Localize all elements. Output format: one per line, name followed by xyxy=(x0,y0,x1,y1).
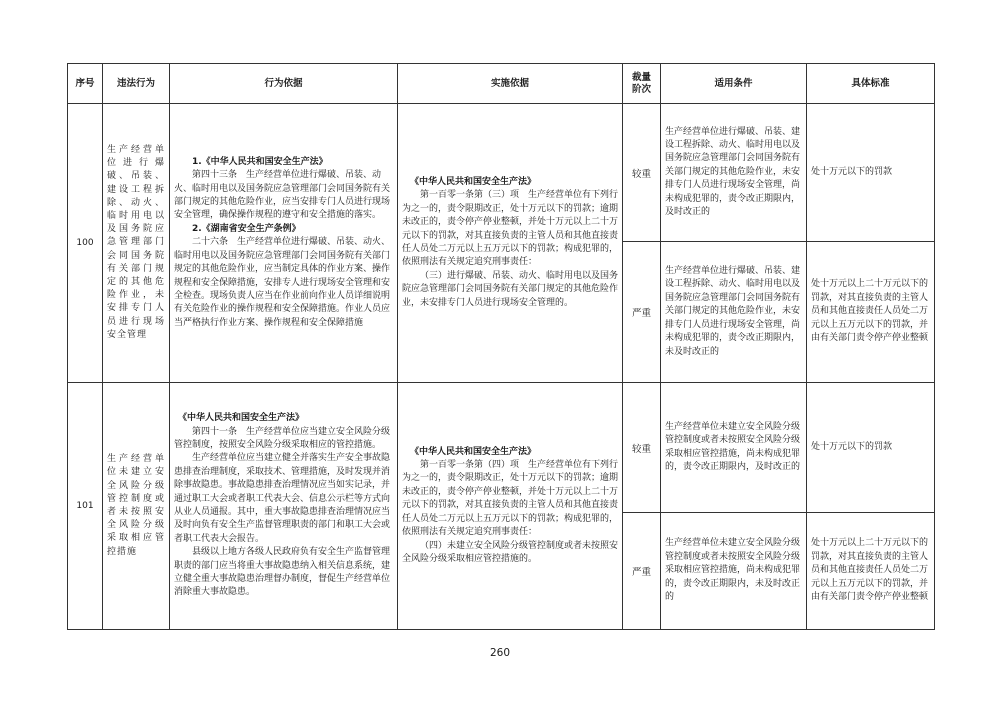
basis-paragraph: 第四十三条 生产经营单位进行爆破、吊装、动火、临时用电以及国务院应急管理部门会同国务院有关部门规定的其他危险作业，应当安排专门人员进行现场安全管理，确保操作规程的遵守和安全措施的落实。 xyxy=(174,170,391,221)
header-basis: 行为依据 xyxy=(170,64,398,104)
impl-paragraph: （三）进行爆破、吊装、动火、临时用电以及国务院应急管理部门会同国务院有关部门规定的其他危险作业，未安排专门人员进行现场安全管理的。 xyxy=(402,270,619,308)
basis-paragraph: 生产经营单位应当建立健全并落实生产安全事故隐患排查治理制度，采取技术、管理措施，及时发现并消除事故隐患。事故隐患排查治理情况应当如实记录，并通过职工大会或者职工代表大会、信息公示栏等方式向从业人员通报。其中，重大事故隐患排查治理情况应当及时向负有安全生产监督管理职责的部门和职工大会或者职工代表大会报告。 xyxy=(174,453,391,544)
implementation-basis xyxy=(398,383,623,630)
impl-law-title: 《中华人民共和国安全生产法》 xyxy=(410,446,537,457)
basis-paragraph: 二十六条 生产经营单位进行爆破、吊装、动火、临时用电以及国务院应急管理部门会同国务院有关部门规定的其他危险作业，应当制定具体的作业方案、操作规程和安全保障措施，安排专人进行现场安全管理和安全检查。现场负责人应当在作业前向作业人员详细说明有关危险作业的操作规程和安全保障措施。作业人员应当严格执行作业方案、操作规程和安全保障措施 xyxy=(174,237,391,328)
level-label: 较重 xyxy=(623,104,661,242)
header-cond: 适用条件 xyxy=(661,64,807,104)
violation-act: 生产经营单位未建立安全风险分级管控制度或者未按照安全风险分级采取相应管控措施 xyxy=(103,383,170,630)
penalty-standard: 处十万元以下的罚款 xyxy=(807,383,935,513)
implementation-basis xyxy=(398,104,623,383)
header-no: 序号 xyxy=(68,64,103,104)
level-label: 严重 xyxy=(623,513,661,630)
basis-law-title: 1.《中华人民共和国安全生产法》 xyxy=(192,156,328,167)
basis-law-title: 《中华人民共和国安全生产法》 xyxy=(178,413,305,424)
legal-basis xyxy=(170,104,398,383)
applicable-condition: 生产经营单位未建立安全风险分级管控制度或者未按照安全风险分级采取相应管控措施，尚未构成犯罪的，责令改正期限内，未及时改正的 xyxy=(661,513,807,630)
table-row xyxy=(68,383,935,513)
header-act: 违法行为 xyxy=(103,64,170,104)
page-number: 260 xyxy=(489,647,511,659)
row-number: 100 xyxy=(68,104,103,383)
penalty-standard: 处十万元以下的罚款 xyxy=(807,104,935,242)
basis-paragraph: 县级以上地方各级人民政府负有安全生产监督管理职责的部门应当将重大事故隐患纳入相关信息系统，建立健全重大事故隐患治理督办制度，督促生产经营单位消除重大事故隐患。 xyxy=(174,547,391,598)
level-label: 严重 xyxy=(623,242,661,383)
impl-paragraph: （四）未建立安全风险分级管控制度或者未按照安全风险分级采取相应管控措施的。 xyxy=(402,540,619,564)
header-level xyxy=(623,64,661,104)
applicable-condition: 生产经营单位进行爆破、吊装、建设工程拆除、动火、临时用电以及国务院应急管理部门会同国务院有关部门规定的其他危险作业，未安排专门人员进行现场安全管理，尚未构成犯罪的，责令改正期限内，未及时改正的 xyxy=(661,242,807,383)
level-label: 较重 xyxy=(623,383,661,513)
impl-paragraph: 第一百零一条第（三）项 生产经营单位有下列行为之一的，责令限期改正，处十万元以下的罚款；逾期未改正的，责令停产停业整顿，并处十万元以上二十万元以下的罚款，对其直接负责的主管人员和其他直接责任人员处二万元以上五万元以下的罚款；构成犯罪的，依照刑法有关规定追究刑事责任： xyxy=(402,190,619,268)
applicable-condition: 生产经营单位进行爆破、吊装、建设工程拆除、动火、临时用电以及国务院应急管理部门会同国务院有关部门规定的其他危险作业，未安排专门人员进行现场安全管理，尚未构成犯罪的，责令改正期限内，及时改正的 xyxy=(661,104,807,242)
table-row xyxy=(68,104,935,242)
violation-act: 生产经营单位进行爆破、吊装、建设工程拆除、动火、临时用电以及国务院应急管理部门会同国务院有关部门规定的其他危险作业，未安排专门人员进行现场安全管理 xyxy=(103,104,170,383)
table-header-row xyxy=(68,64,935,104)
applicable-condition: 生产经营单位未建立安全风险分级管控制度或者未按照安全风险分级采取相应管控措施，尚未构成犯罪的，责令改正期限内，及时改正的 xyxy=(661,383,807,513)
basis-paragraph: 第四十一条 生产经营单位应当建立安全风险分级管控制度，按照安全风险分级采取相应的管控措施。 xyxy=(174,426,391,450)
legal-basis xyxy=(170,383,398,630)
row-number: 101 xyxy=(68,383,103,630)
penalty-standard: 处十万元以上二十万元以下的罚款，对其直接负责的主管人员和其他直接责任人员处二万元以上五万元以下的罚款，并由有关部门责令停产停业整顿 xyxy=(807,513,935,630)
impl-paragraph: 第一百零一条第（四）项 生产经营单位有下列行为之一的，责令限期改正，处十万元以下的罚款；逾期未改正的，责令停产停业整顿，并处十万元以上二十万元以下的罚款，对其直接负责的主管人员和其他直接责任人员处二万元以上五万元以下的罚款；构成犯罪的，依照刑法有关规定追究刑事责任： xyxy=(402,460,619,538)
header-level-text: 裁量阶次 xyxy=(632,71,652,95)
header-std: 具体标准 xyxy=(807,64,935,104)
basis-law-title: 2.《湖南省安全生产条例》 xyxy=(192,223,301,234)
header-impl: 实施依据 xyxy=(398,64,623,104)
penalty-table-sheet xyxy=(67,63,934,630)
impl-law-title: 《中华人民共和国安全生产法》 xyxy=(410,176,537,187)
penalty-table xyxy=(67,63,935,630)
penalty-standard: 处十万元以上二十万元以下的罚款，对其直接负责的主管人员和其他直接责任人员处二万元以上五万元以下的罚款，并由有关部门责令停产停业整顿 xyxy=(807,242,935,383)
